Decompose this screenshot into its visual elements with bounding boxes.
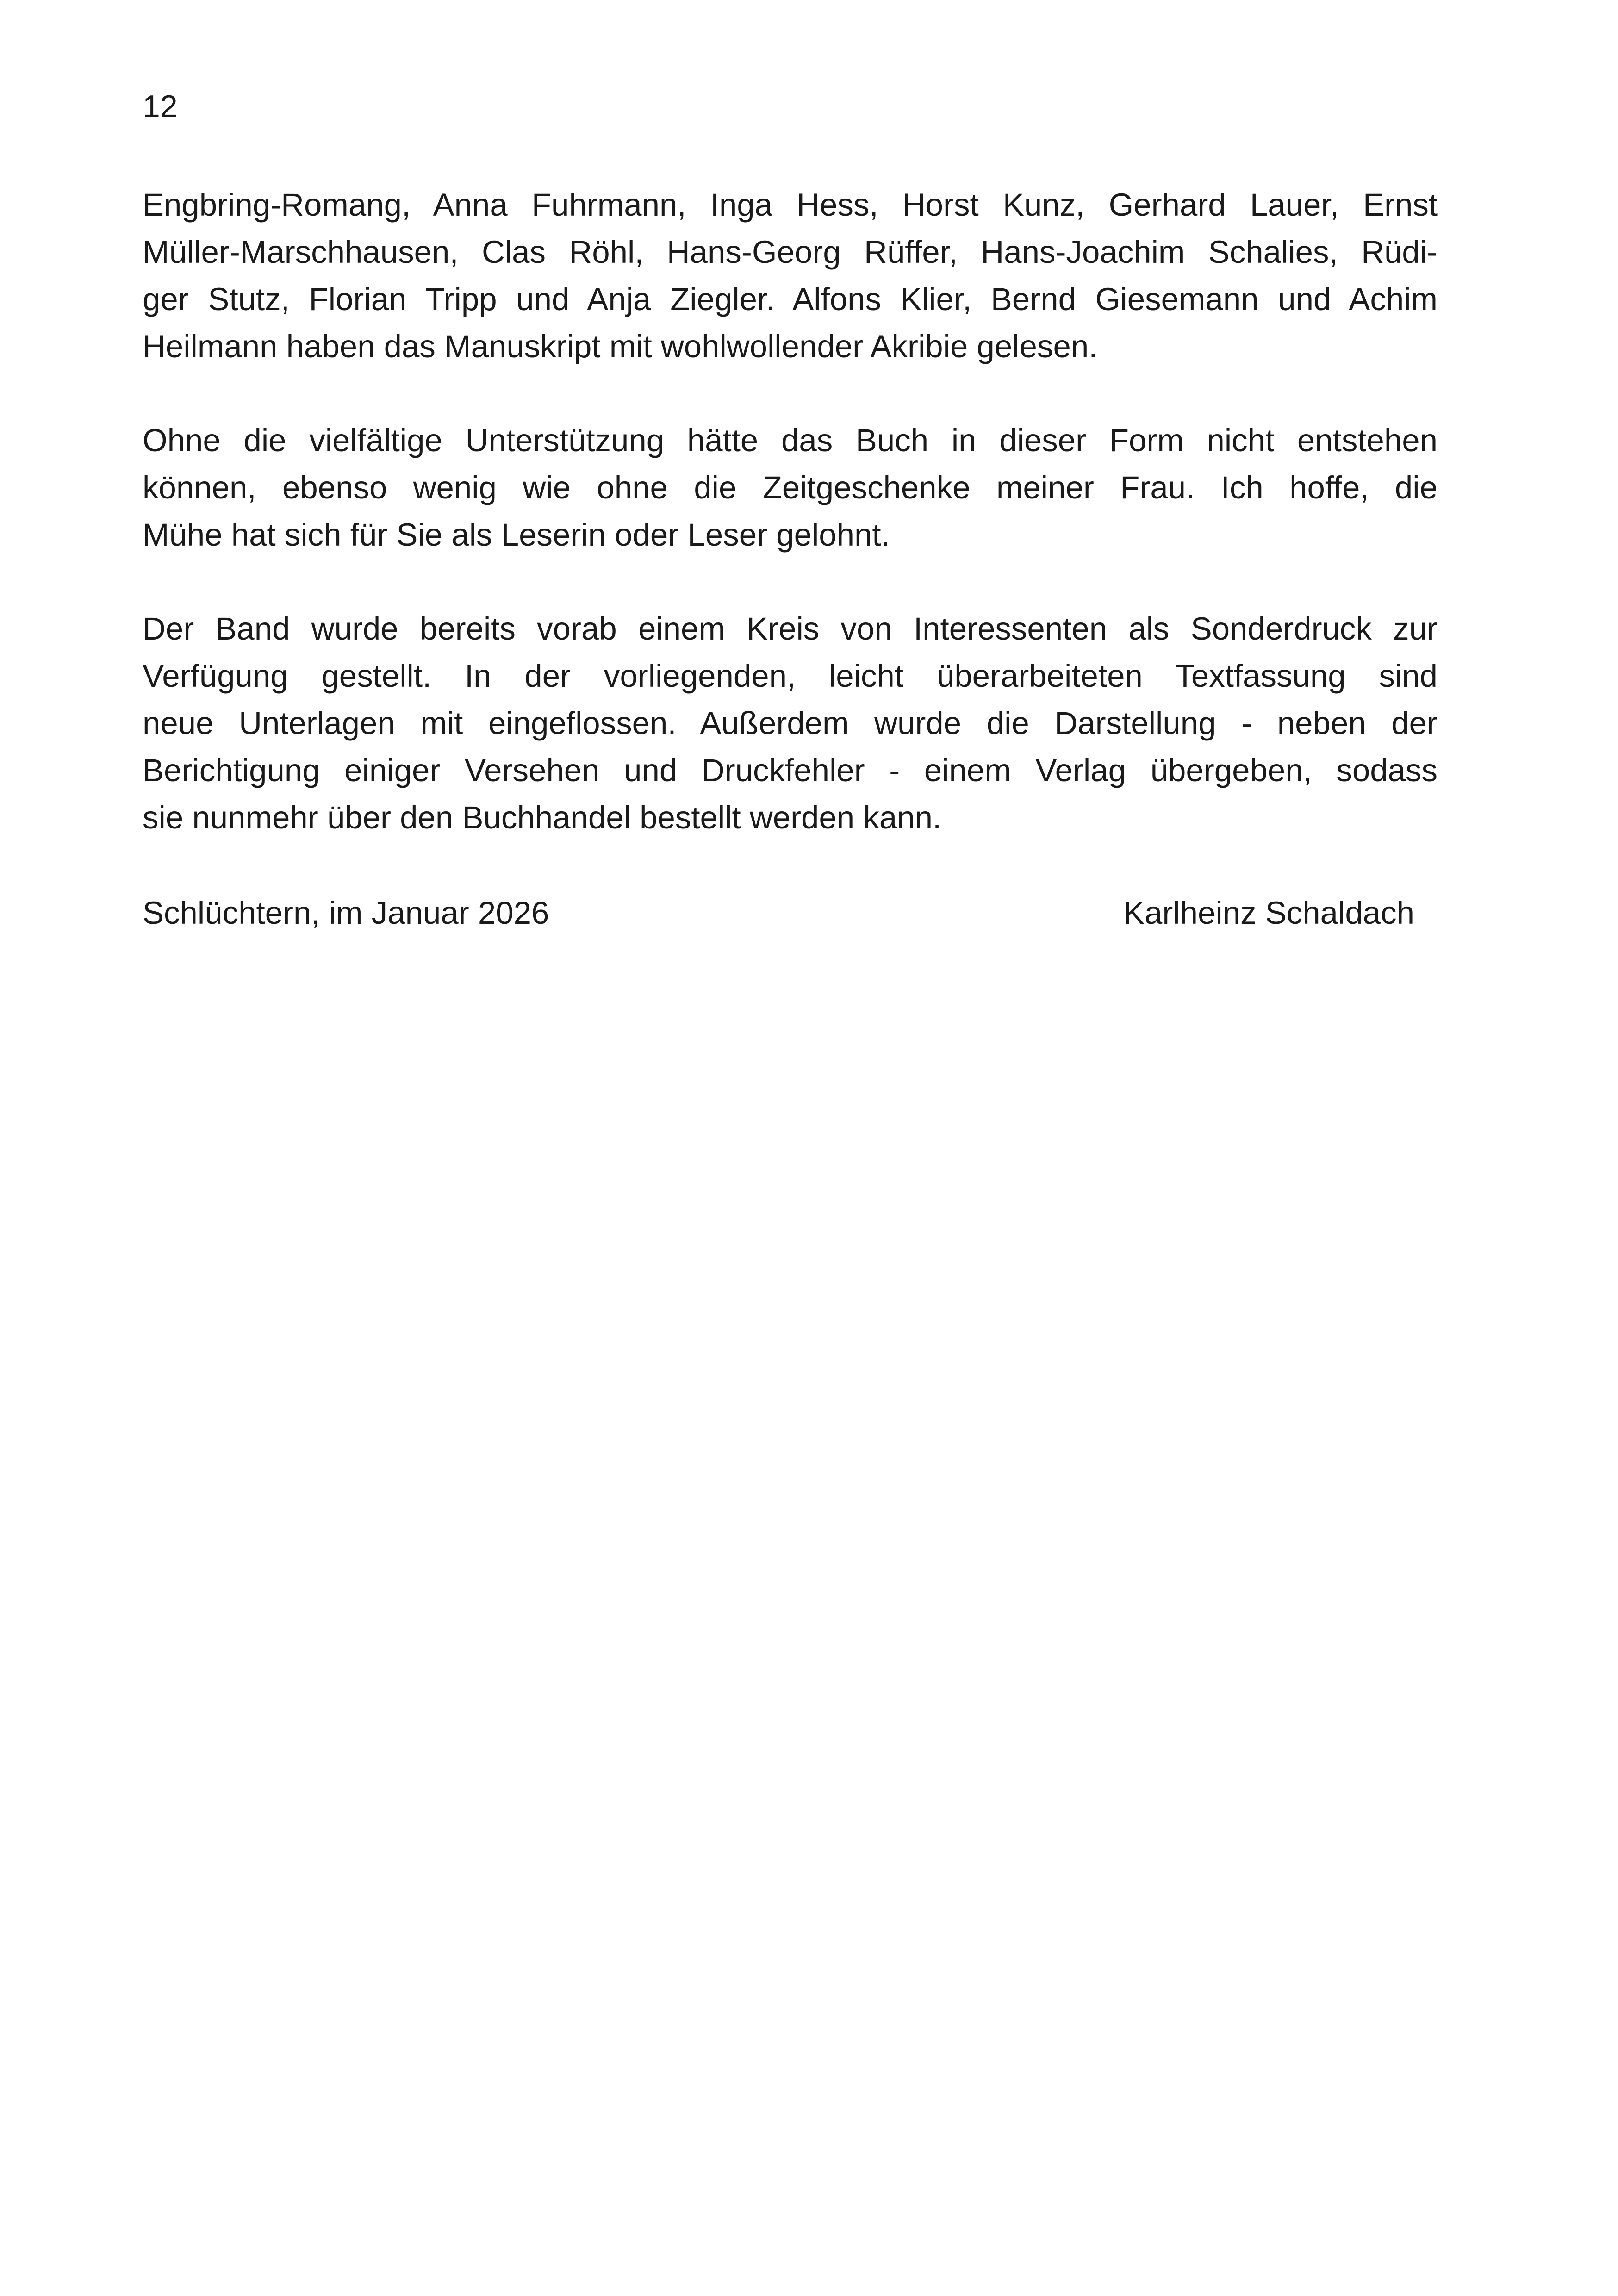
text-line: ger Stutz, Florian Tripp und Anja Ziegler. Alfons Klier, Bernd Giesemann und Achim [143, 281, 1438, 317]
text-line: Müller-Marschhausen, Clas Röhl, Hans-Georg Rüffer, Hans-Joachim Schalies, Rüdi- [143, 234, 1438, 270]
body-text [143, 181, 1438, 888]
paragraph-edition-note [143, 605, 1438, 841]
text-line: Verfügung gestellt. In der vorliegenden, leicht überarbeiteten Textfassung sind [143, 658, 1438, 694]
text-line: Der Band wurde bereits vorab einem Kreis von Interessenten als Sonderdruck zur [143, 611, 1438, 647]
text-line: Ohne die vielfältige Unterstützung hätte das Buch in dieser Form nicht entstehen [143, 423, 1438, 458]
text-line: Engbring-Romang, Anna Fuhrmann, Inga Hess, Horst Kunz, Gerhard Lauer, Ernst [143, 187, 1438, 223]
paragraph-support [143, 417, 1438, 559]
paragraph-acknowledgements [143, 181, 1438, 370]
text-line: können, ebenso wenig wie ohne die Zeitgeschenke meiner Frau. Ich hoffe, die [143, 470, 1438, 505]
text-line: neue Unterlagen mit eingeflossen. Außerdem wurde die Darstellung - neben der [143, 705, 1438, 741]
signature-line [143, 890, 1414, 937]
place-and-date: Schlüchtern, im Januar 2026 [143, 895, 549, 931]
page-number: 12 [143, 89, 178, 124]
text-line: Berichtigung einiger Versehen und Druckfehler - einem Verlag übergeben, sodass [143, 753, 1438, 788]
text-line: Mühe hat sich für Sie als Leserin oder Leser gelohnt. [143, 517, 890, 553]
author-name: Karlheinz Schaldach [1123, 895, 1414, 931]
text-line: sie nunmehr über den Buchhandel bestellt werden kann. [143, 800, 942, 835]
text-line: Heilmann haben das Manuskript mit wohlwollender Akribie gelesen. [143, 329, 1098, 364]
